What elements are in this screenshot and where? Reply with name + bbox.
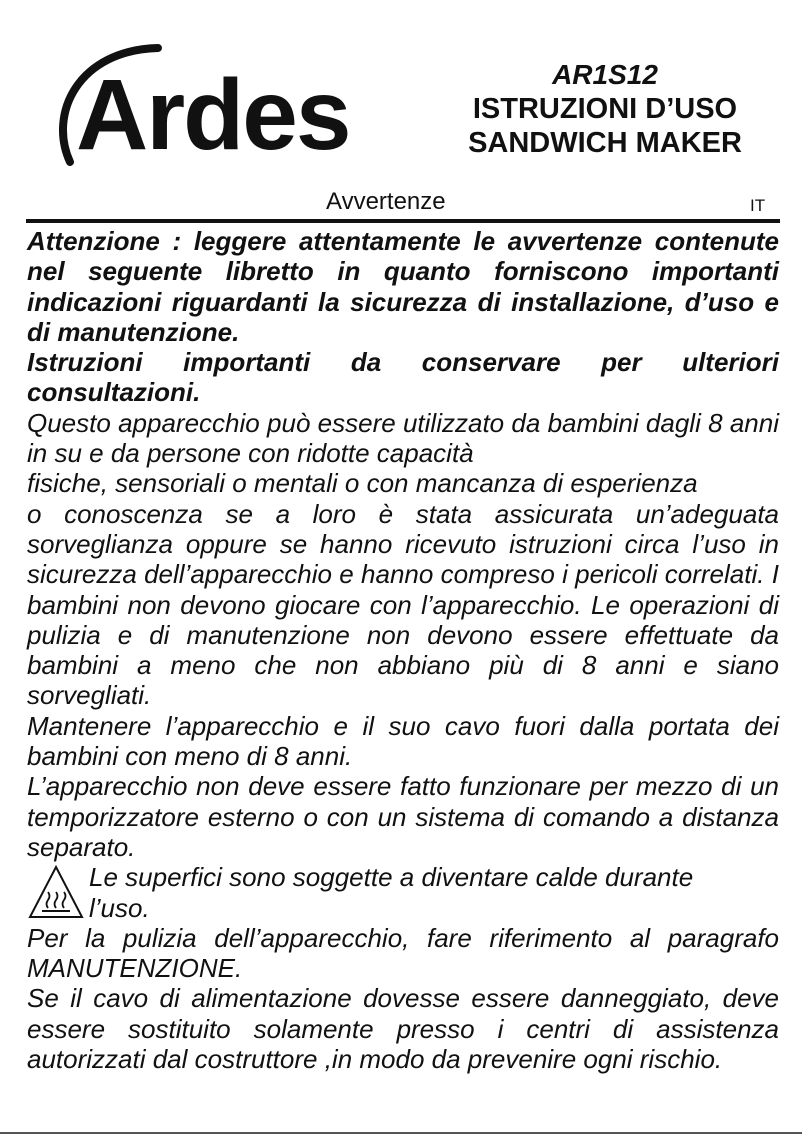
section-title: Avvertenze [326,188,446,215]
header-divider [26,219,780,223]
hot-surface-warning-icon [27,864,85,920]
page-bottom-edge [0,1132,802,1134]
hot-surface-text-2: l’uso. [89,892,150,923]
brand-name: Ardes [76,59,350,171]
language-code: IT [750,196,766,215]
hot-surface-text-1: Le superfici sono soggette a diventare calde durante [89,862,694,893]
children-use-paragraph-a: Questo apparecchio può essere utilizzato da bambini dagli 8 anni in su e da persone con ridotte capacità [27,407,779,469]
timer-paragraph: L’apparecchio non deve essere fatto funzionare per mezzo di un temporizzatore esterno o con un sistema di comando a distanza separato. [27,771,779,862]
model-number: AR1S12 [552,59,658,90]
product-name: SANDWICH MAKER [468,127,742,159]
hot-surface-warning [27,862,779,923]
doc-type: ISTRUZIONI D’USO [472,93,738,125]
document-title [420,58,790,160]
children-use-paragraph-c: o conoscenza se a loro è stata assicurata un’adeguata sorveglianza oppure se hanno ricevuto istruzioni circa l’uso in sicurezza dell’apparecchio e hanno compreso i pericoli correlati. I bambini non devono giocare con l’apparecchio. Le operazioni di pulizia e di manutenzione non devono essere effettuate da bambini a meno che non abbiano più di 8 anni e siano sorvegliati. [27,498,779,711]
cleaning-paragraph: Per la pulizia dell’apparecchio, fare riferimento al paragrafo MANUTENZIONE. [27,922,779,984]
keep-away-paragraph: Mantenere l’apparecchio e il suo cavo fuori dalla portata dei bambini con meno di 8 anni. [27,710,779,772]
children-use-paragraph-b: fisiche, sensoriali o mentali o con mancanza di esperienza [27,468,698,499]
warnings-body [27,226,779,1074]
cable-paragraph: Se il cavo di alimentazione dovesse essere danneggiato, deve essere sostituito solamente presso i centri di assistenza autorizzati dal costruttore ,in modo da prevenire ogni rischio. [27,983,779,1075]
ardes-logo [48,44,378,174]
keep-instructions: Istruzioni importanti da conservare per ulteriori consultazioni. [27,347,779,408]
intro-warning: Attenzione : leggere attentamente le avvertenze contenute nel seguente libretto in quanto forniscono importanti indicazioni riguardanti la sicurezza di installazione, d’uso e di manutenzione. [27,226,779,347]
